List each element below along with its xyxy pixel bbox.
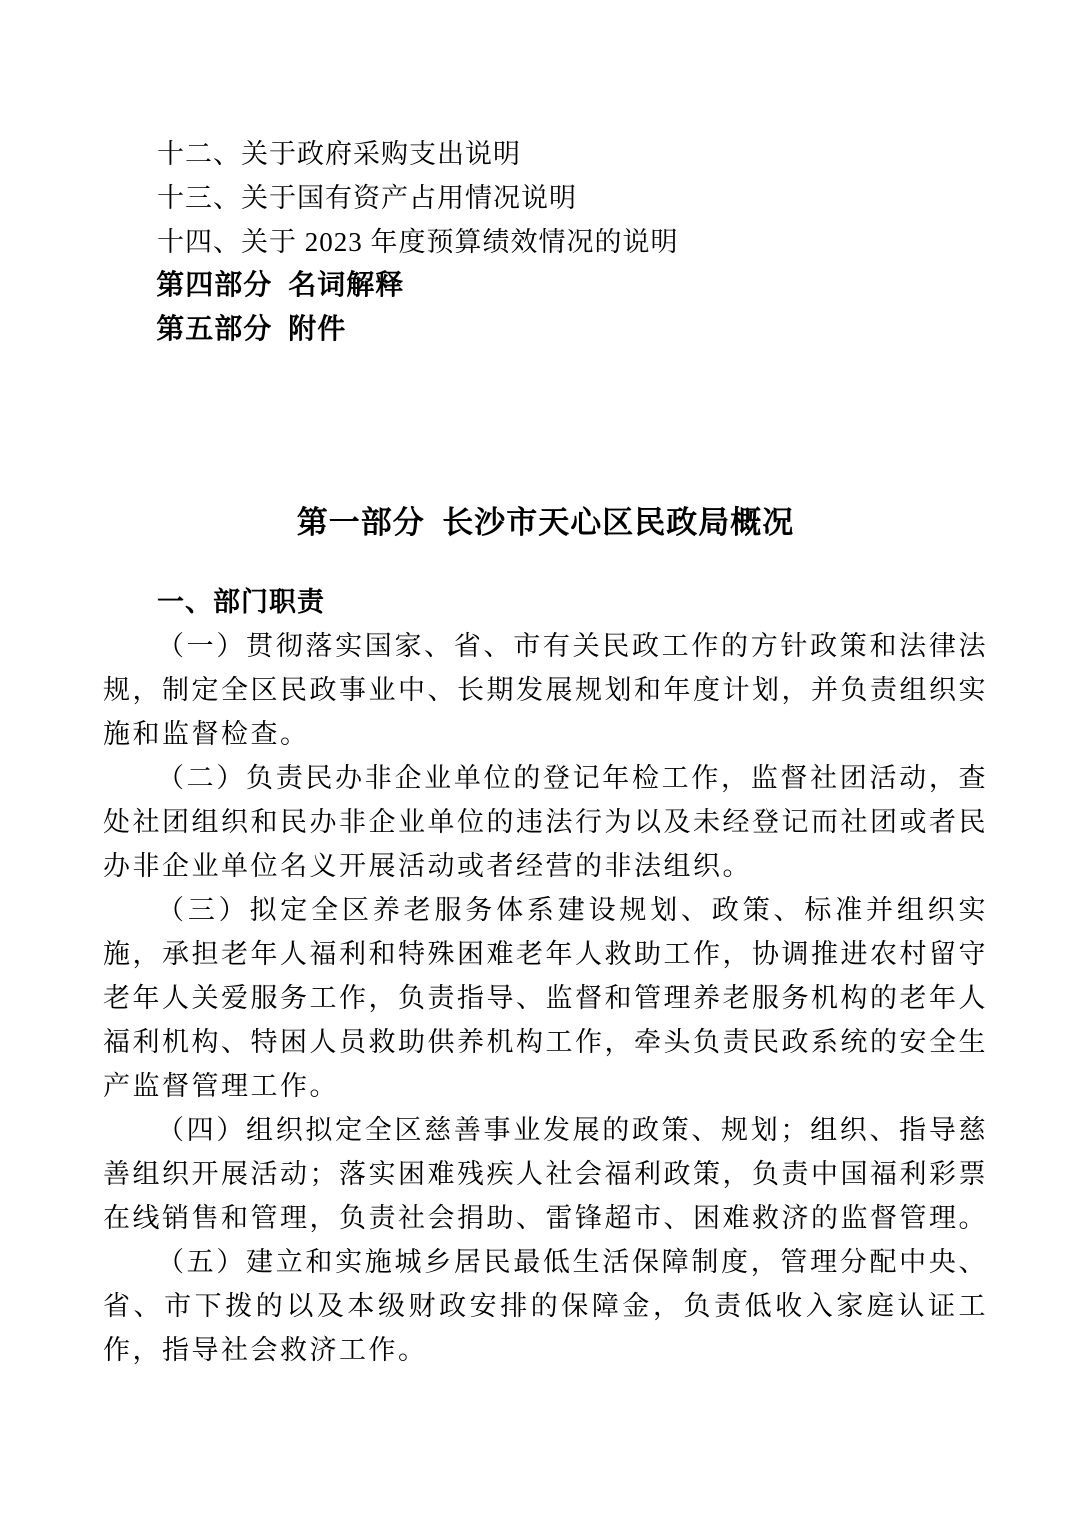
section-title: 第一部分 长沙市天心区民政局概况	[296, 505, 795, 540]
table-of-contents	[103, 132, 988, 352]
toc-part-four: 第四部分 名词解释	[156, 270, 405, 301]
paragraph-2: （二）负责民办非企业单位的登记年检工作，监督社团活动，查处社团组织和民办非企业单位的违法行为以及未经登记而社团或者民办非企业单位名义开展活动或者经营的非法组织。	[103, 763, 988, 881]
toc-item-thirteen: 十三、关于国有资产占用情况说明	[157, 183, 577, 213]
section-heading: 一、部门职责	[157, 587, 325, 617]
paragraph-1: （一）贯彻落实国家、省、市有关民政工作的方针政策和法律法规，制定全区民政事业中、长期发展规划和年度计划，并负责组织实施和监督检查。	[103, 631, 988, 749]
paragraph-4: （四）组织拟定全区慈善事业发展的政策、规划；组织、指导慈善组织开展活动；落实困难残疾人社会福利政策，负责中国福利彩票在线销售和管理，负责社会捐助、雷锋超市、困难救济的监督管理。	[103, 1115, 988, 1233]
section-body	[103, 624, 988, 1372]
paragraph-3: （三）拟定全区养老服务体系建设规划、政策、标准并组织实施，承担老年人福利和特殊困难老年人救助工作，协调推进农村留守老年人关爱服务工作，负责指导、监督和管理养老服务机构的老年人福利机构、特困人员救助供养机构工作，牵头负责民政系统的安全生产监督管理工作。	[103, 895, 988, 1101]
paragraph-5: （五）建立和实施城乡居民最低生活保障制度，管理分配中央、省、市下拨的以及本级财政安排的保障金，负责低收入家庭认证工作，指导社会救济工作。	[103, 1247, 988, 1365]
toc-part-five: 第五部分 附件	[156, 314, 347, 345]
toc-item-twelve: 十二、关于政府采购支出说明	[157, 139, 521, 169]
toc-item-fourteen: 十四、关于 2023 年度预算绩效情况的说明	[157, 227, 679, 257]
